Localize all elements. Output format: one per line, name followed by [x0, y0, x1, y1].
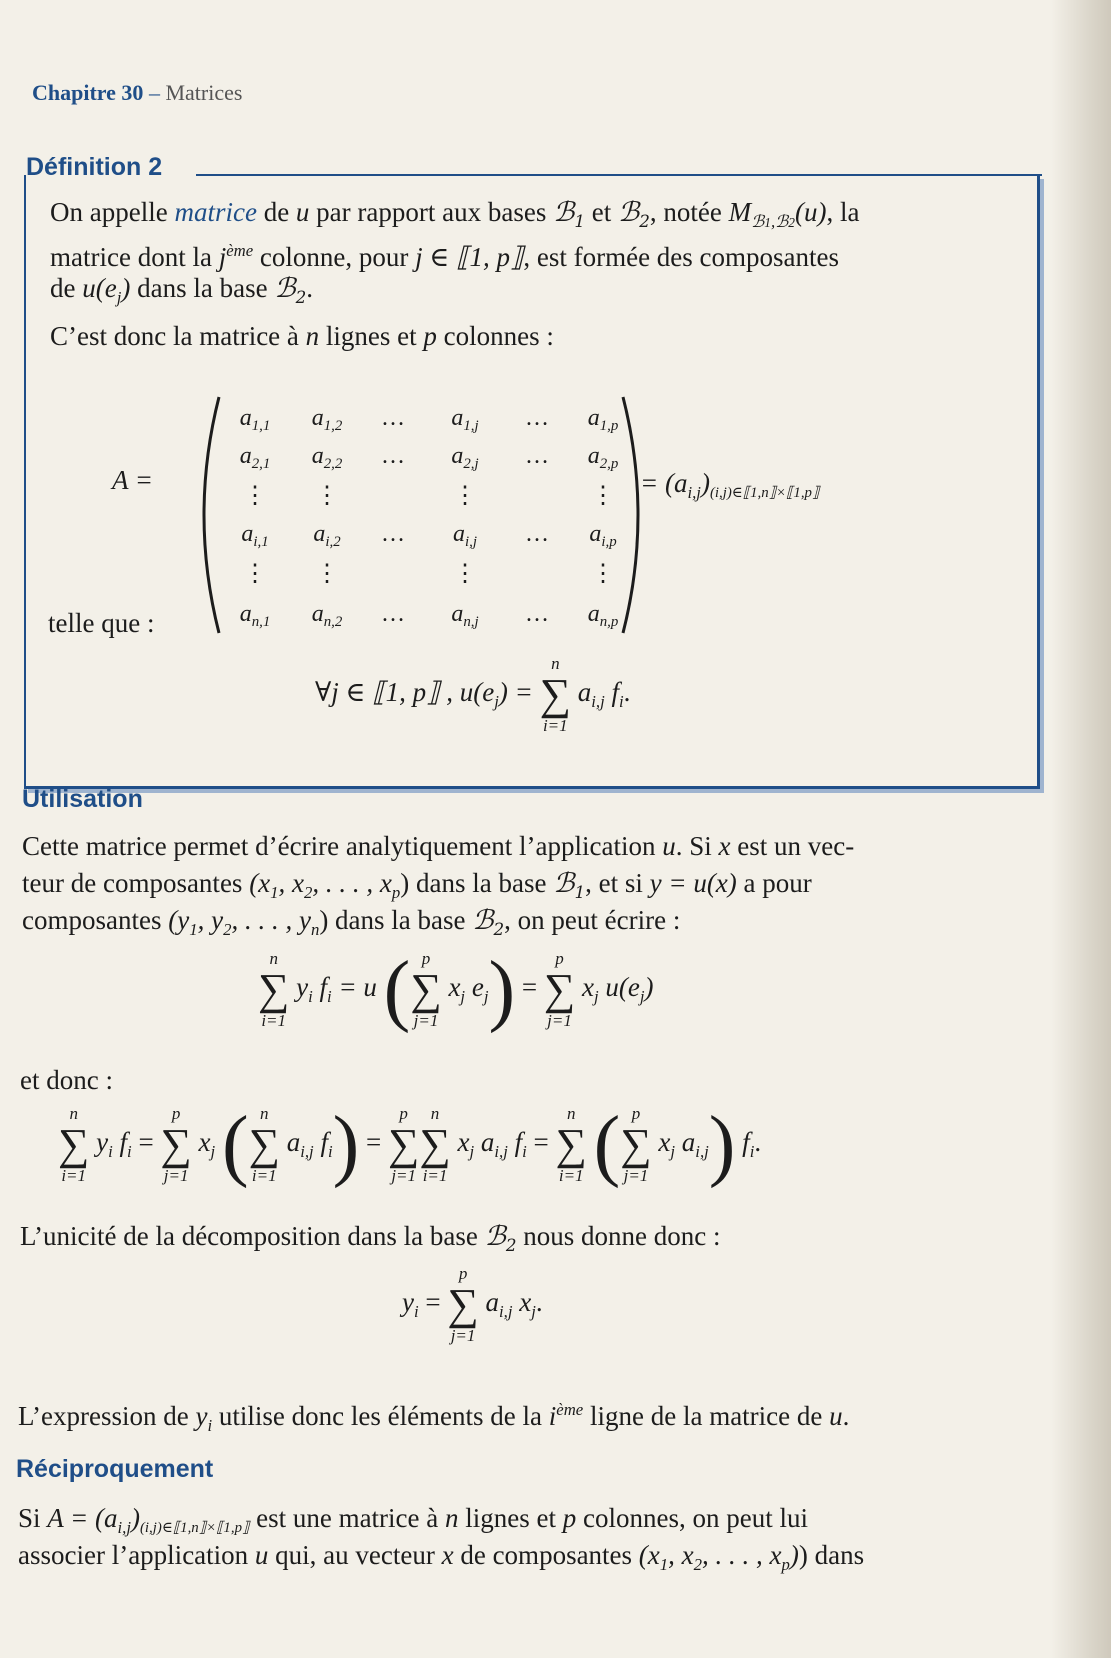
matrix-cell: $a_{1,2}$	[311, 405, 343, 435]
matrix-cell: ⋮	[453, 561, 477, 587]
matrix-cell: $a_{i,p}$	[589, 521, 617, 551]
matrix-cell: ⋮	[315, 483, 339, 509]
matrix-cell: …	[525, 405, 549, 431]
matrix-cell: $a_{2,j}$	[451, 443, 479, 473]
definition-line-3: de $u(e_j)$ dans la base ℬ$_2$.	[50, 273, 313, 307]
matrix-cell: $a_{i,2}$	[313, 521, 341, 551]
definition-line-2: matrice dont la $j^{ème}$ colonne, pour j ∈ ⟦1, p⟧, est formée des composantes	[50, 241, 840, 273]
matrix-cell: $a_{n,1}$	[239, 601, 271, 631]
telle-que: telle que :	[48, 608, 155, 638]
utilisation-line-2: teur de composantes ($x_1$, $x_2$, . . . , $x_p$) dans la base ℬ$_1$, et si y = u(x) a pour	[22, 868, 812, 902]
matrix-cell: $a_{n,p}$	[587, 601, 619, 631]
matrix-cell: …	[381, 405, 405, 431]
matrix-cell: …	[525, 521, 549, 547]
formula-1: n ∑ i=1 $y_i$ $f_i = u$ ( p ∑ j=1 $x_j$ $e_j$) = p ∑ j=1 $x_j$ $u(e_j)$	[258, 946, 654, 1034]
matrix-rhs: = $(a_{i,j})_{(i,j)\in⟦1,n⟧\times⟦1,p⟧}$	[640, 468, 820, 502]
et-donc: et donc :	[20, 1065, 113, 1095]
utilisation-line-1: Cette matrice permet d’écrire analytiquement l’application u. Si x est un vec-	[22, 831, 855, 861]
matrix-cell: $a_{1,p}$	[587, 405, 619, 435]
matrix-cell: ⋮	[591, 483, 615, 509]
matrix-cell: $a_{n,2}$	[311, 601, 343, 631]
chapter-header: Chapitre 30 – Matrices	[32, 80, 243, 105]
definition-line-1: On appelle matrice de u par rapport aux bases ℬ$_1$ et ℬ$_2$, notée $M_{ℬ1,ℬ2}(u)$, la	[50, 197, 860, 231]
matrix-cell: $a_{1,j}$	[451, 405, 479, 435]
unicite-line: L’unicité de la décomposition dans la base ℬ$_2$ nous donne donc :	[20, 1221, 721, 1255]
matrix-cell: …	[381, 601, 405, 627]
matrix-cell: $a_{i,1}$	[241, 521, 269, 551]
matrix-cell: …	[381, 443, 405, 469]
page-edge-shadow	[1051, 0, 1111, 1658]
matrix-cell: ⋮	[453, 483, 477, 509]
reciproquement-line-2: associer l’application u qui, au vecteur x de composantes ($x_1$, $x_2$, . . . , $x_p$)) dans	[18, 1540, 865, 1574]
matrix-cell: $a_{i,j}$	[453, 521, 477, 551]
definition-title: Définition 2	[26, 153, 163, 181]
matrix-cell: …	[381, 521, 405, 547]
formula-3: $y_i$ = p ∑ j=1 $a_{i,j}$ $x_j$.	[402, 1264, 543, 1345]
matrix-cell: $a_{n,j}$	[451, 601, 479, 631]
matrix-cell: …	[525, 601, 549, 627]
matrix-cell: …	[525, 443, 549, 469]
matrix-cell: ⋮	[243, 483, 267, 509]
matrix-A	[185, 395, 660, 635]
matrix-name: A =	[112, 465, 153, 495]
matrix-cell: $a_{1,1}$	[239, 405, 271, 435]
reciproquement-line-1: Si $A = (a_{i,j})_{(i,j)\in⟦1,n⟧\times⟦1,p⟧}$ est une matrice à n lignes et p colonnes, on peut lui	[18, 1503, 808, 1537]
matrix-cell: ⋮	[243, 561, 267, 587]
matrix-cell: ⋮	[315, 561, 339, 587]
formula-2: n ∑ i=1 $y_i$ $f_i$ = p ∑ j=1 $x_j$ ( n ∑ i=1 $a_{i,j}$ $f_i$) = p ∑ j=1 n ∑ i=1 $x_j$ $a_{i,j}$ $f_i$ = n ∑ i=1 ( p ∑ j=1 $x_j$ $a_{i,j}$) $f_i$.	[58, 1101, 762, 1189]
matrix-cell: ⋮	[591, 561, 615, 587]
utilisation-line-3: composantes ($y_1$, $y_2$, . . . , $y_n$) dans la base ℬ$_2$, on peut écrire :	[22, 905, 681, 939]
definition-formula: ∀j ∈ ⟦1, p⟧ , $u(e_j)$ = n ∑ i=1 $a_{i,j}$ $f_i$.	[315, 654, 631, 735]
matrix-cell: $a_{2,p}$	[587, 443, 619, 473]
section-reciproquement: Réciproquement	[16, 1455, 214, 1483]
matrix-cell: $a_{2,1}$	[239, 443, 271, 473]
matrix-cell: $a_{2,2}$	[311, 443, 343, 473]
expression-line: L’expression de $y_i$ utilise donc les éléments de la $i^{ème}$ ligne de la matrice de u.	[18, 1400, 850, 1435]
definition-line-4: C’est donc la matrice à n lignes et p colonnes :	[50, 321, 554, 351]
section-utilisation: Utilisation	[22, 785, 143, 813]
